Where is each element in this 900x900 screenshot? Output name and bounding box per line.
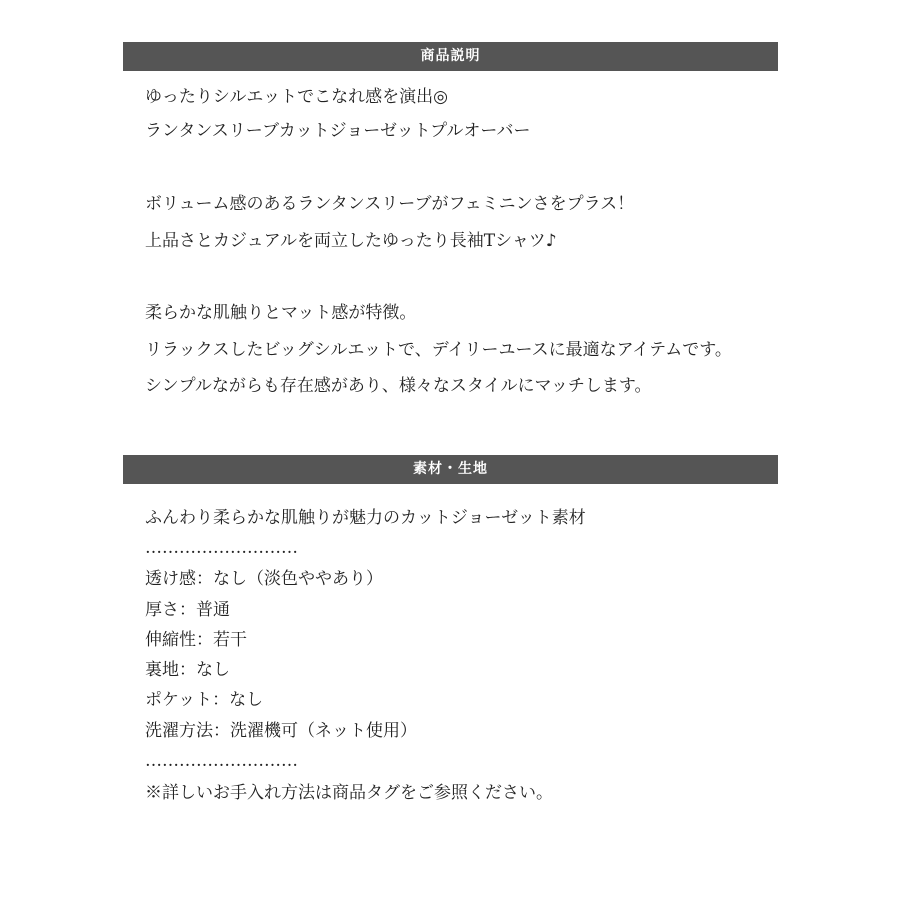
material-line: ふんわり柔らかな肌触りが魅力のカットジョーゼット素材 [145,508,586,528]
material-line: 伸縮性：若干 [145,630,247,650]
section-header-material: 素材・生地 [123,455,778,484]
material-line: 透け感：なし（淡色ややあり） [145,569,383,589]
material-line: 洗濯方法：洗濯機可（ネット使用） [145,721,417,741]
description-line: ボリューム感のあるランタンスリーブがフェミニンさをプラス！ [145,194,635,214]
material-line: 厚さ：普通 [145,600,230,620]
description-line: リラックスしたビッグシルエットで、デイリーユースに最適なアイテムです。 [145,340,732,360]
material-line: ポケット：なし [145,690,264,710]
material-line: 裏地：なし [145,660,230,680]
description-line: 上品さとカジュアルを両立したゆったり長袖Tシャツ♪ [145,231,557,251]
material-note: ※詳しいお手入れ方法は商品タグをご参照ください。 [145,783,553,803]
description-line: ランタンスリーブカットジョーゼットプルオーバー [145,121,531,141]
description-line: シンプルながらも存在感があり、様々なスタイルにマッチします。 [145,376,652,396]
description-line: ゆったりシルエットでこなれ感を演出◎ [145,87,448,107]
section-header-description: 商品説明 [123,42,778,71]
material-divider: ……………………… [145,751,298,771]
material-divider: ……………………… [145,538,298,558]
description-line: 柔らかな肌触りとマット感が特徴。 [145,303,417,323]
